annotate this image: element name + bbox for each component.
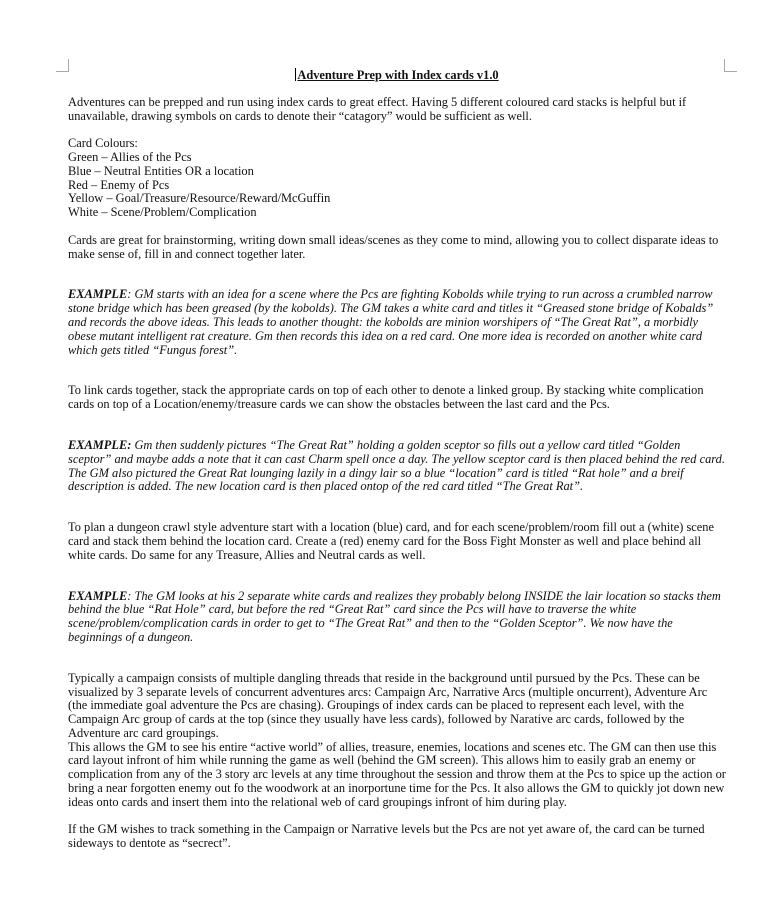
example-2-label: EXAMPLE: [68, 437, 132, 452]
link-cards-paragraph: To link cards together, stack the appropriate cards on top of each other to denote a linked group. By stacking white complication cards on top of a Location/enemy/treasure cards we can show the obstacles between the last card and the Pcs. [68, 383, 704, 412]
campaign-paragraph: Typically a campaign consists of multiple dangling threads that reside in the background until pursued by the Pcs. These can be visualized by 3 separate levels of concurrent adventures arcs: Campaign Arc, Narrative Arcs (multiple oncurrent), Adventure Arc (the immediate goal adventure the Pcs are chasing). Groupings of index cards can be placed to represent each level, with the Campaign Arc group of cards at the top (since they usually have less cards), followed by Narative arc cards, followed by the Adventure arc card groupings. [68, 670, 708, 740]
example-1-paragraph [68, 288, 726, 357]
intro-paragraph: Adventures can be prepped and run using index cards to great effect. Having 5 different coloured card stacks is helpful but if unavailable, drawing symbols on cards to denote their “catagory” would be sufficient as well. [68, 94, 687, 123]
colour-item-blue: Blue – Neutral Entities OR a location [68, 163, 254, 178]
colour-item-red: Red – Enemy of Pcs [68, 177, 170, 192]
card-colours-list [68, 137, 726, 220]
example-3-text: : The GM looks at his 2 separate white cards and realizes they probably belong INSIDE the lair location so stacks them behind the blue “Rat Hole” card, but before the red “Great Rat” card since the Pcs will have to traverse the white scene/problem/complication cards in order to get to “The Great Rat” and then to the “Golden Sceptor”. We now have the beginnings of a dungeon. [68, 588, 721, 644]
document-title [68, 68, 726, 83]
brainstorm-paragraph: Cards are great for brainstorming, writing down small ideas/scenes as they come to mind, allowing you to collect disparate ideas to make sense of, fill in and connect together later. [68, 232, 719, 261]
dungeon-paragraph: To plan a dungeon crawl style adventure start with a location (blue) card, and for each scene/problem/room fill out a (white) scene card and stack them behind the location card. Create a (red) enemy card for the Boss Fight Monster as well and place behind all white cards. Do same for any Treasure, Allies and Neutral cards as well. [68, 520, 714, 562]
document-body[interactable] [68, 68, 726, 851]
example-1-text: : GM starts with an idea for a scene where the Pcs are fighting Kobolds while trying to run across a crumbled narrow stone bridge which has been greased (by the kobolds). The GM takes a white card and titles it “Greased stone bridge of Kobalds” and records the above ideas. This leads to another thought: the kobolds are minion worshipers of “The Great Rat”, a morbidly obese mutant intelligent rat creature. Gm then records this idea on a red card. One more idea is recorded on another white card which gets titled “Fungus forest”. [68, 287, 714, 357]
example-1-label: EXAMPLE [68, 287, 128, 302]
active-world-paragraph: This allows the GM to see his entire “active world” of allies, treasure, enemies, locations and scenes etc. The GM can then use this card layout infront of him while running the game as well (behind the GM screen). This allows him to easily grab an enemy or complication from any of the 3 story arc levels at any time throughout the session and throw them at the Pcs to spice up the action or bring a near forgotten enemy out fo the woodwork at an inorportune time for the Pcs. It also allows the GM to quickly jot down new ideas onto cards and insert them into the relational web of card groupings infront of him during play. [68, 739, 726, 809]
example-3-label: EXAMPLE [68, 588, 128, 603]
secret-paragraph: If the GM wishes to track something in the Campaign or Narrative levels but the Pcs are not yet aware of, the card can be turned sideways to dentote as “secrect”. [68, 822, 705, 851]
card-colours-heading: Card Colours: [68, 136, 138, 151]
document-title-text: Adventure Prep with Index cards v1.0 [297, 68, 499, 82]
example-2-paragraph [68, 439, 726, 494]
example-3-paragraph [68, 590, 726, 645]
example-2-text: Gm then suddenly pictures “The Great Rat” holding a golden sceptor so fills out a yellow card titled “Golden sceptor” and maybe adds a note that it can cast Charm spell once a day. The yellow sceptor card is then placed behind the red card. The GM also pictured the Great Rat lounging lazily in a dingy lair so a blue “location” card is titled “Rat hole” and a breif description is added. The new location card is then placed ontop of the red card titled “The Great Rat”. [68, 437, 725, 494]
colour-item-green: Green – Allies of the Pcs [68, 149, 192, 164]
colour-item-yellow: Yellow – Goal/Treasure/Resource/Reward/McGuffin [68, 191, 331, 206]
colour-item-white: White – Scene/Problem/Complication [68, 205, 257, 220]
